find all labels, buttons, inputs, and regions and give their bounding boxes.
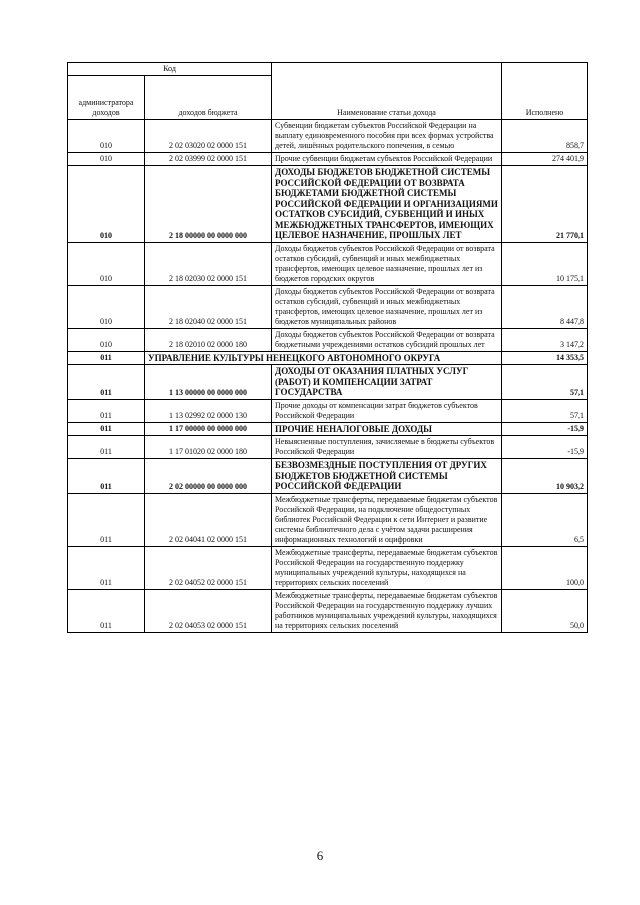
table-row [68,422,588,436]
admin-code-cell: 010 [68,328,145,351]
table-row [68,285,588,328]
code-header: Код [68,63,272,76]
admin-code-cell: 011 [68,422,145,436]
admin-code-cell: 011 [68,399,145,422]
table-row [68,399,588,422]
table-row [68,589,588,632]
revenue-name-cell: Межбюджетные трансферты, передаваемые бюджетам субъектов Российской Федерации на государственную поддержку лучших работников муниципальных учреждений культуры, находящихся на территориях сельских поселений [272,589,502,632]
admin-code-cell: 010 [68,153,145,166]
revenue-name-cell: Субвенции бюджетам субъектов Российской Федерации на выплату единовременного пособия при всех формах устройства детей, лишённых родительского попечения, в семью [272,120,502,153]
budget-code-cell: 1 17 00000 00 0000 000 [145,422,272,436]
admin-code-cell: 011 [68,493,145,546]
page-number: 6 [316,848,324,863]
executed-value-cell: 50,0 [502,589,588,632]
budget-code-cell: 2 18 00000 00 0000 000 [145,166,272,243]
admin-code-cell: 010 [68,242,145,285]
table-row [68,328,588,351]
executed-value-cell: 10 903,2 [502,459,588,494]
revenue-name-cell: ДОХОДЫ ОТ ОКАЗАНИЯ ПЛАТНЫХ УСЛУГ (РАБОТ) И КОМПЕНСАЦИИ ЗАТРАТ ГОСУДАРСТВА [272,365,502,400]
revenue-name-cell: Прочие субвенции бюджетам субъектов Российской Федерации [272,153,502,166]
revenue-name-cell: ПРОЧИЕ НЕНАЛОГОВЫЕ ДОХОДЫ [272,422,502,436]
budget-code-cell: 2 02 03020 02 0000 151 [145,120,272,153]
table-row [68,459,588,494]
admin-header: администратора доходов [68,76,145,120]
table-row [68,436,588,459]
revenue-name-cell: Межбюджетные трансферты, передаваемые бюджетам субъектов Российской Федерации на государственную поддержку муниципальных учреждений культуры, находящихся на территориях сельских поселений [272,546,502,589]
budget-code-header: доходов бюджета [145,76,272,120]
executed-value-cell: -15,9 [502,422,588,436]
executed-value-cell: 21 770,1 [502,166,588,243]
table-row [68,351,588,365]
admin-code-cell: 011 [68,365,145,400]
executed-header: Исполнено [502,63,588,120]
admin-code-cell: 010 [68,120,145,153]
revenue-name-cell: Доходы бюджетов субъектов Российской Федерации от возврата бюджетными учреждениями остатков субсидий прошлых лет [272,328,502,351]
revenue-name-cell: Межбюджетные трансферты, передаваемые бюджетам субъектов Российской Федерации, на подключение общедоступных библиотек Российской Федерации к сети Интернет и развитие системы библиотечного дела с учётом задачи расширения информационных технологий и оцифровки [272,493,502,546]
budget-code-cell: 2 02 04052 02 0000 151 [145,546,272,589]
budget-code-cell: 1 17 01020 02 0000 180 [145,436,272,459]
admin-code-cell: 011 [68,589,145,632]
executed-value-cell: 858,7 [502,120,588,153]
revenue-name-cell: Доходы бюджетов субъектов Российской Федерации от возврата остатков субсидий, субвенций и иных межбюджетных трансфертов, имеющих целевое назначение, прошлых лет из бюджетов муниципальных районов [272,285,502,328]
table-row [68,242,588,285]
budget-code-cell: 2 02 03999 02 0000 151 [145,153,272,166]
budget-code-cell: 2 18 02030 02 0000 151 [145,242,272,285]
revenue-name-cell: Прочие доходы от компенсации затрат бюджетов субъектов Российской Федерации [272,399,502,422]
admin-code-cell: 011 [68,546,145,589]
executed-value-cell: 57,1 [502,399,588,422]
revenue-name-cell: ДОХОДЫ БЮДЖЕТОВ БЮДЖЕТНОЙ СИСТЕМЫ РОССИЙСКОЙ ФЕДЕРАЦИИ ОТ ВОЗВРАТА БЮДЖЕТАМИ БЮДЖЕТНОЙ СИСТЕМЫ РОССИЙСКОЙ ФЕДЕРАЦИИ И ОРГАНИЗАЦИЯМИ ОСТАТКОВ СУБСИДИЙ, СУБВЕНЦИЙ И ИНЫХ МЕЖБЮДЖЕТНЫХ ТРАНСФЕРТОВ, ИМЕЮЩИХ ЦЕЛЕВОЕ НАЗНАЧЕНИЕ, ПРОШЛЫХ ЛЕТ [272,166,502,243]
executed-value-cell: 8 447,8 [502,285,588,328]
table-header [68,63,588,120]
executed-value-cell: 10 175,1 [502,242,588,285]
revenue-table [67,62,588,633]
executed-value-cell: 14 353,5 [502,351,588,365]
table-body [68,120,588,633]
revenue-name-cell: Доходы бюджетов субъектов Российской Федерации от возврата остатков субсидий, субвенций и иных межбюджетных трансфертов, имеющих целевое назначение, прошлых лет из бюджетов городских округов [272,242,502,285]
revenue-name-cell: БЕЗВОЗМЕЗДНЫЕ ПОСТУПЛЕНИЯ ОТ ДРУГИХ БЮДЖЕТОВ БЮДЖЕТНОЙ СИСТЕМЫ РОССИЙСКОЙ ФЕДЕРАЦИИ [272,459,502,494]
table-row [68,120,588,153]
table-row [68,166,588,243]
table-row [68,546,588,589]
budget-code-cell: 2 02 00000 00 0000 000 [145,459,272,494]
revenue-name-cell: Невыясненные поступления, зачисляемые в бюджеты субъектов Российской Федерации [272,436,502,459]
executed-value-cell: 3 147,2 [502,328,588,351]
revenue-name-cell: УПРАВЛЕНИЕ КУЛЬТУРЫ НЕНЕЦКОГО АВТОНОМНОГО ОКРУГА [145,351,502,365]
table-row [68,493,588,546]
executed-value-cell: -15,9 [502,436,588,459]
executed-value-cell: 57,1 [502,365,588,400]
table-row [68,365,588,400]
executed-value-cell: 274 401,9 [502,153,588,166]
name-header: Наименование статьи дохода [272,63,502,120]
budget-code-cell: 2 18 02040 02 0000 151 [145,285,272,328]
admin-code-cell: 011 [68,351,145,365]
budget-code-cell: 2 02 04053 02 0000 151 [145,589,272,632]
admin-code-cell: 010 [68,285,145,328]
executed-value-cell: 100,0 [502,546,588,589]
table-row [68,153,588,166]
budget-code-cell: 2 18 02010 02 0000 180 [145,328,272,351]
executed-value-cell: 6,5 [502,493,588,546]
budget-code-cell: 2 02 04041 02 0000 151 [145,493,272,546]
budget-code-cell: 1 13 00000 00 0000 000 [145,365,272,400]
budget-code-cell: 1 13 02992 02 0000 130 [145,399,272,422]
admin-code-cell: 011 [68,436,145,459]
admin-code-cell: 011 [68,459,145,494]
admin-code-cell: 010 [68,166,145,243]
